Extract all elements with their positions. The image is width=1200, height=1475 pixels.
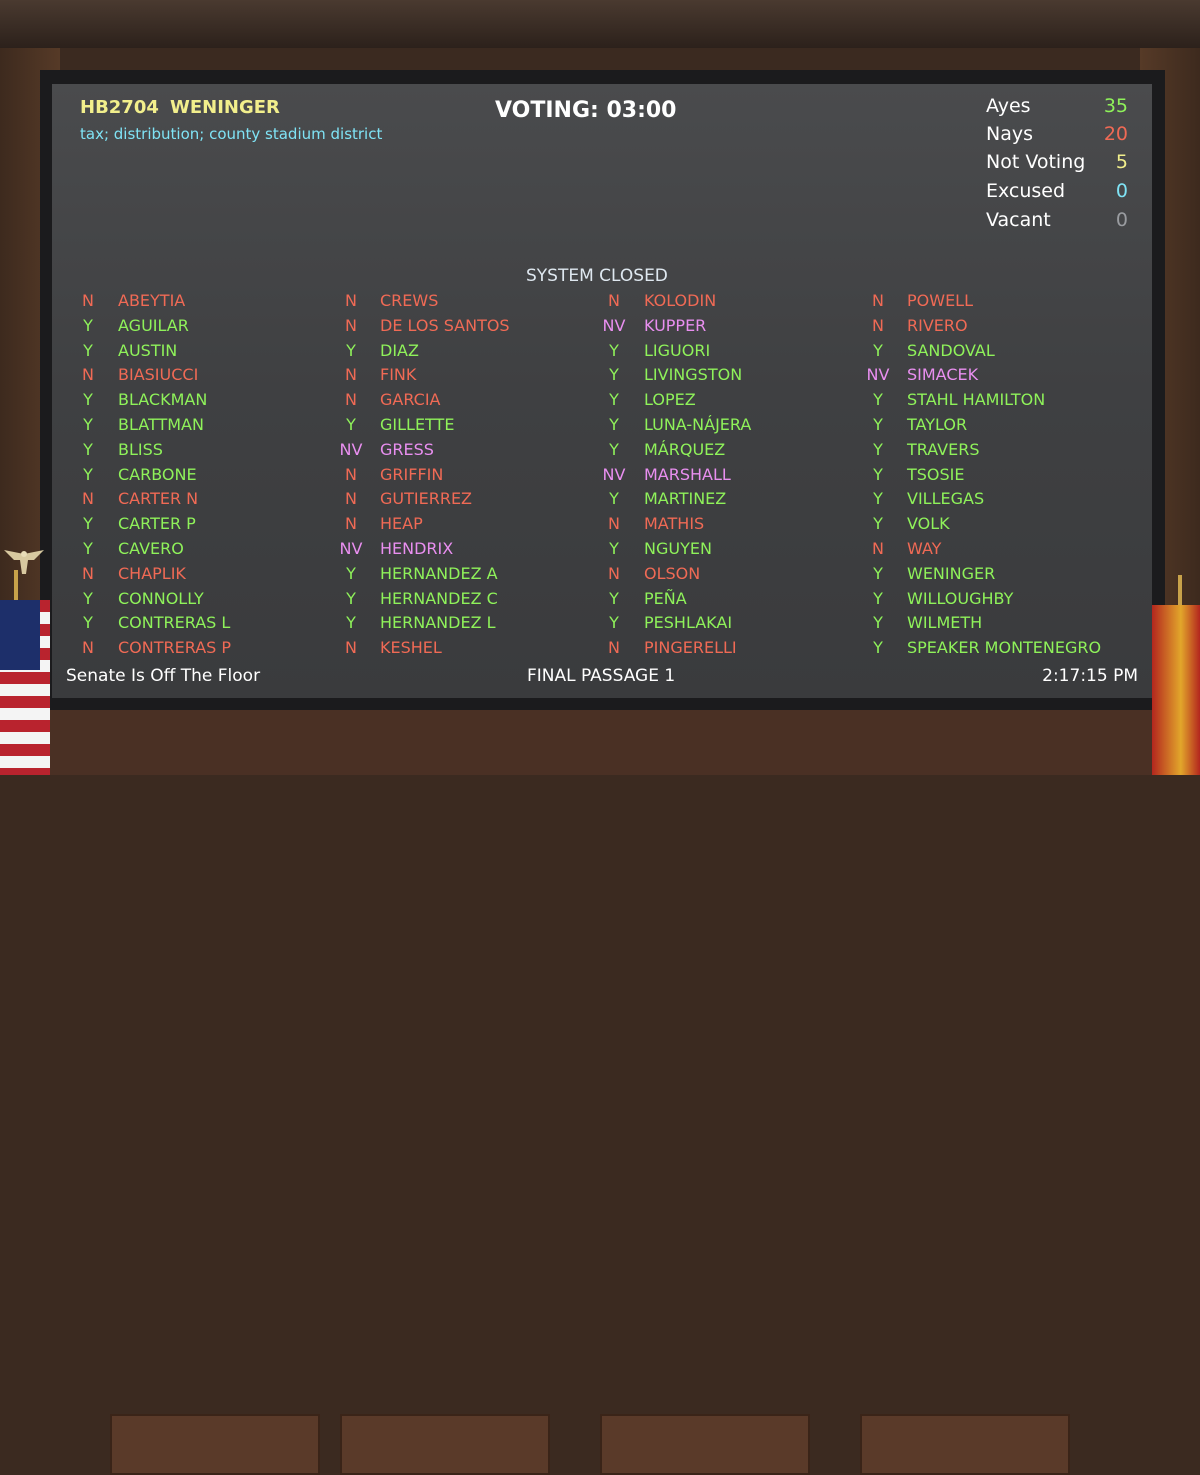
vote-code: N (345, 514, 357, 534)
vote-code: NV (339, 439, 363, 459)
vote-code: Y (873, 340, 883, 360)
tally-vacant-label: Vacant (986, 209, 1051, 231)
vote-code: N (872, 291, 884, 310)
vote-code: Y (346, 563, 356, 583)
member-name: HERNANDEZ C (380, 588, 498, 608)
member-name: CREWS (380, 291, 439, 310)
member-name: FINK (380, 365, 417, 385)
member-name: LUNA-NÁJERA (644, 415, 752, 434)
vote-code: Y (609, 539, 619, 558)
vote-code: Y (83, 539, 93, 558)
vote-code: Y (609, 415, 619, 434)
member-name: HENDRIX (380, 539, 454, 558)
vote-code: N (872, 539, 884, 558)
vote-code: Y (873, 390, 883, 410)
room-ceiling (0, 0, 1200, 48)
vote-code: Y (873, 464, 883, 484)
member-name: HERNANDEZ L (380, 613, 496, 633)
vote-code: Y (83, 439, 93, 459)
tally-ayes-label: Ayes (986, 95, 1031, 117)
vote-code: Y (609, 588, 619, 608)
vote-code: Y (873, 613, 883, 633)
system-status: SYSTEM CLOSED (526, 266, 668, 286)
member-name: TRAVERS (907, 439, 980, 459)
member-name: WAY (907, 539, 942, 558)
vote-code: Y (873, 588, 883, 608)
vote-code: Y (873, 415, 883, 434)
vote-code: N (345, 638, 357, 658)
member-name: AGUILAR (118, 315, 189, 335)
member-name: CONTRERAS L (118, 613, 231, 633)
vote-code: NV (339, 539, 363, 558)
wood-panel (110, 1414, 320, 1475)
vote-code: Y (609, 439, 619, 459)
tally-nays-value: 20 (1103, 123, 1128, 145)
vote-code: N (345, 464, 357, 484)
vote-code: Y (609, 365, 619, 385)
vote-code: N (345, 291, 357, 310)
tally-not-voting-value: 5 (1115, 151, 1128, 173)
member-name: CHAPLIK (118, 563, 186, 583)
vote-code: Y (609, 390, 619, 410)
vote-code: Y (83, 514, 93, 534)
vote-code: Y (346, 415, 356, 434)
tally-not-voting-label: Not Voting (986, 151, 1086, 173)
tally-excused-value: 0 (1115, 180, 1128, 202)
bill-number: HB2704 (80, 97, 159, 118)
member-name: CONNOLLY (118, 588, 204, 608)
vote-code: Y (83, 390, 93, 410)
member-name: OLSON (644, 563, 701, 583)
member-name: PINGERELLI (644, 638, 737, 658)
vote-code: N (345, 315, 357, 335)
member-name: TSOSIE (907, 464, 965, 484)
vote-code: Y (873, 514, 883, 534)
vote-code: Y (83, 340, 93, 360)
vote-code: Y (873, 489, 883, 509)
member-name: MARSHALL (644, 464, 731, 484)
member-name: POWELL (907, 291, 973, 310)
vote-code: N (608, 514, 620, 534)
bill-sponsor: WENINGER (170, 97, 280, 118)
vote-code: Y (609, 489, 619, 509)
vote-code: Y (83, 315, 93, 335)
member-name: KOLODIN (644, 291, 717, 310)
member-name: HERNANDEZ A (380, 563, 498, 583)
member-name: VILLEGAS (907, 489, 985, 509)
bill-description: tax; distribution; county stadium district (80, 125, 383, 143)
vote-code: N (608, 638, 620, 658)
member-name: CONTRERAS P (118, 638, 232, 658)
vote-code: N (345, 489, 357, 509)
member-name: CARTER N (118, 489, 199, 509)
tally-nays-label: Nays (986, 123, 1033, 145)
wood-panel (860, 1414, 1070, 1475)
member-name: BLISS (118, 439, 163, 459)
member-name: BLACKMAN (118, 390, 208, 410)
member-name: KUPPER (644, 315, 707, 335)
member-name: GUTIERREZ (380, 489, 473, 509)
vote-code: Y (609, 340, 619, 360)
member-name: WILLOUGHBY (907, 588, 1014, 608)
member-name: VOLK (907, 514, 950, 534)
member-name: STAHL HAMILTON (907, 390, 1046, 410)
member-name: LIVINGSTON (644, 365, 743, 385)
vote-code: Y (83, 464, 93, 484)
member-name: BLATTMAN (118, 415, 204, 434)
vote-code: Y (609, 613, 619, 633)
member-name: AUSTIN (118, 340, 178, 360)
chamber-status: Senate Is Off The Floor (66, 666, 261, 686)
vote-code: N (608, 563, 620, 583)
member-name: MÁRQUEZ (644, 439, 726, 459)
member-name: MARTINEZ (644, 489, 727, 509)
state-flag (1152, 605, 1200, 775)
vote-code: N (608, 291, 620, 310)
member-name: BIASIUCCI (118, 365, 199, 385)
vote-code: Y (83, 613, 93, 633)
member-name: DE LOS SANTOS (380, 315, 510, 335)
tally-vacant-value: 0 (1115, 209, 1128, 231)
eagle-finial-icon (2, 548, 46, 578)
vote-code: Y (873, 638, 883, 658)
wood-panel (340, 1414, 550, 1475)
vote-code: NV (866, 365, 890, 385)
member-name: SIMACEK (907, 365, 979, 385)
vote-code: N (82, 489, 94, 509)
vote-code: Y (873, 563, 883, 583)
vote-code: Y (346, 588, 356, 608)
member-name: DIAZ (380, 340, 419, 360)
vote-code: N (82, 365, 94, 385)
vote-code: N (82, 638, 94, 658)
member-name: KESHEL (380, 638, 442, 658)
member-name: HEAP (380, 514, 423, 534)
vote-code: NV (602, 315, 626, 335)
clock-time: 2:17:15 PM (1042, 666, 1138, 686)
vote-code: Y (83, 588, 93, 608)
member-name: CARTER P (118, 514, 196, 534)
member-name: CAVERO (118, 539, 184, 558)
vote-code: N (82, 291, 94, 310)
member-name: PESHLAKAI (644, 613, 733, 633)
voting-timer: VOTING: 03:00 (495, 98, 677, 123)
wood-panel (600, 1414, 810, 1475)
member-name: SPEAKER MONTENEGRO (907, 638, 1102, 658)
vote-code: Y (83, 415, 93, 434)
vote-code: Y (346, 340, 356, 360)
member-name: GRESS (380, 439, 434, 459)
member-name: TAYLOR (907, 415, 968, 434)
member-name: NGUYEN (644, 539, 712, 558)
member-name: WILMETH (907, 613, 983, 633)
member-name: GRIFFIN (380, 464, 444, 484)
member-name: GILLETTE (380, 415, 455, 434)
vote-code: N (82, 563, 94, 583)
vote-type: FINAL PASSAGE 1 (527, 666, 676, 686)
vote-code: N (345, 365, 357, 385)
vote-code: NV (602, 464, 626, 484)
tally-ayes-value: 35 (1103, 95, 1128, 117)
member-name: CARBONE (118, 464, 197, 484)
vote-code: Y (873, 439, 883, 459)
member-name: WENINGER (907, 563, 996, 583)
member-name: SANDOVAL (907, 340, 995, 360)
vote-code: Y (346, 613, 356, 633)
member-name: MATHIS (644, 514, 705, 534)
us-flag (0, 600, 50, 775)
vote-code: N (872, 315, 884, 335)
vote-board-screen (52, 84, 1152, 698)
member-name: PEÑA (644, 588, 687, 608)
tally-excused-label: Excused (986, 180, 1066, 202)
member-name: LIGUORI (644, 340, 711, 360)
vote-code: N (345, 390, 357, 410)
member-name: RIVERO (907, 315, 968, 335)
wood-paneling (0, 700, 1200, 775)
member-name: LOPEZ (644, 390, 696, 410)
member-name: GARCIA (380, 390, 441, 410)
member-name: ABEYTIA (118, 291, 186, 310)
